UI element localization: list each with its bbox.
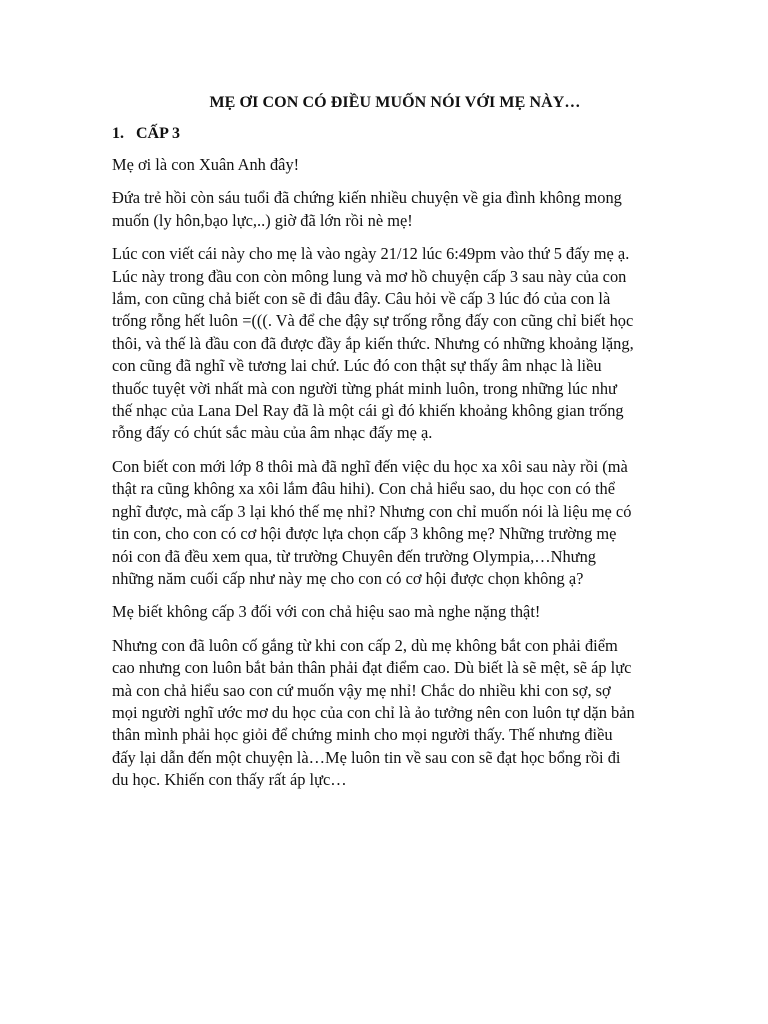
paragraph-greeting: Mẹ ơi là con Xuân Anh đây!	[112, 155, 300, 174]
paragraph-writing-date: Lúc con viết cái này cho mẹ là vào ngày 21/12 lúc 6:49pm vào thứ 5 đấy mẹ ạ. Lúc này trong đầu con còn mông lung và mơ hồ chuyện cấp 3 sau này của con lắm, con cũng chả biết con sẽ đi đâu đây. Câu hỏi về cấp 3 lúc đó của con là trống rỗng hết luôn =(((. Và để che đậy sự trống rỗng đấy con cũng chỉ biết học thôi, và thế là đầu con đã được đầy ắp kiến thức. Nhưng có những khoảng lặng, con cũng đã nghĩ về tương lai chứ. Lúc đó con thật sự thấy âm nhạc là liều thuốc tuyệt vời nhất mà con người từng phát minh luôn, trong những lúc như thế nhạc của Lana Del Ray đã là một cái gì đó khiến khoảng không gian trống rỗng đấy có chút sắc màu của âm nhạc đấy mẹ ạ.	[112, 244, 634, 443]
section-heading	[112, 123, 678, 145]
paragraph-study-abroad: Con biết con mới lớp 8 thôi mà đã nghĩ đến việc du học xa xôi sau này rồi (mà thật ra cũng không xa xôi lắm đâu hihi). Con chả hiểu sao, du học con có thể nghĩ được, mà cấp 3 lại khó thế mẹ nhỉ? Nhưng con chỉ muốn nói là liệu mẹ có tin con, cho con có cơ hội được lựa chọn cấp 3 không mẹ? Những trường mẹ nói con đã đều xem qua, từ trường Chuyên đến trường Olympia,…Nhưng những năm cuối cấp như này mẹ cho con có cơ hội được chọn không ạ?	[112, 456, 632, 588]
paragraph-pressure-note: Mẹ biết không cấp 3 đối với con chả hiệu sao mà nghe nặng thật!	[112, 602, 541, 622]
paragraph-effort: Nhưng con đã luôn cố gắng từ khi con cấp 2, dù mẹ không bắt con phải điểm cao nhưng con luôn bắt bản thân phải đạt điểm cao. Dù biết là sẽ mệt, sẽ áp lực mà con chả hiểu sao con cứ muốn vậy mẹ nhỉ! Chắc do nhiều khi con sợ, sợ mọi người nghĩ ước mơ du học của con chỉ là ảo tưởng nên con luôn tự dặn bản thân mình phải học giỏi để chứng minh cho mọi người thấy. Thế nhưng điều đấy lại dẫn đến một chuyện là…Mẹ luôn tin về sau con sẽ đạt học bổng rồi đi du học. Khiến con thấy rất áp lực…	[112, 635, 635, 790]
section-number: 1.	[112, 125, 124, 142]
paragraph-childhood: Đứa trẻ hồi còn sáu tuổi đã chứng kiến nhiều chuyện về gia đình không mong muốn (ly hôn,bạo lực,..) giờ đã lớn rồi nè mẹ!	[112, 188, 622, 230]
document-title: MẸ ƠI CON CÓ ĐIỀU MUỐN NÓI VỚI MẸ NÀY…	[209, 94, 581, 111]
section-label: CẤP 3	[136, 125, 180, 142]
document-page	[112, 92, 678, 803]
